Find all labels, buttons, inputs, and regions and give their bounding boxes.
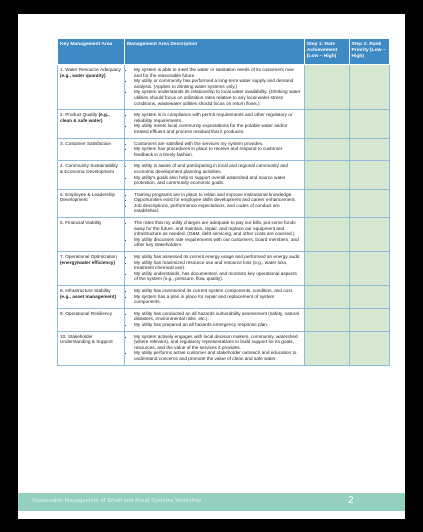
key-management-area-cell [58, 331, 125, 365]
description-bullet: • My system is able to meet the water or sanitation needs of its customers now and for the reasonable future. [134, 67, 302, 78]
header-rank-priority: Step 2: Rank Priority (Low – High) [349, 39, 389, 65]
footer-band [18, 493, 405, 511]
description-bullet: • Job descriptions, performance expectations, and codes of conduct are established. [134, 203, 302, 214]
key-management-area-cell [58, 161, 125, 189]
description-bullet: • My system has a plan in place for repair and replacement of system components. [134, 294, 302, 305]
rate-achievement-cell[interactable] [304, 286, 349, 309]
rate-achievement-cell[interactable] [304, 138, 349, 161]
area-name: 6. Financial Viability [60, 220, 102, 226]
area-name: 10. Stakeholder Understanding & Support [60, 333, 113, 345]
management-area-description-cell [125, 218, 305, 252]
header-key-management-area: Key Management Area [58, 39, 125, 65]
rate-achievement-cell[interactable] [304, 161, 349, 189]
description-list [127, 141, 302, 158]
rank-priority-cell[interactable] [349, 308, 389, 331]
description-bullet: • My utility is aware of and participating in local and regional community and economic development planning activities. [134, 163, 302, 174]
rate-achievement-cell[interactable] [304, 331, 349, 365]
description-bullet: • My utility's goals also help to support overall watershed and source water protection, and community economic goals. [134, 175, 302, 186]
area-name: 5. Employee & Leadership Development [60, 191, 115, 203]
description-list [127, 254, 302, 282]
rate-achievement-cell[interactable] [304, 252, 349, 286]
area-example: (e.g., water quantity) [60, 72, 106, 78]
description-bullet: • Training programs are in place to retain and improve institutional knowledge. [134, 192, 302, 198]
description-list [127, 112, 302, 134]
footer-title: Sustainable Management of Small and Rural Systems Workshop [32, 498, 202, 504]
description-list [127, 220, 302, 248]
description-bullet: • My utility has maximized resource use and resource loss (e.g., water loss, treatment chemical use). [134, 260, 302, 271]
management-areas-table [57, 38, 390, 366]
description-list [127, 334, 302, 362]
area-example: (energy/water efficiency) [60, 259, 115, 265]
table-header-row [58, 39, 390, 65]
key-management-area-cell [58, 65, 125, 110]
document-page [18, 14, 405, 519]
table-row [58, 331, 390, 365]
description-bullet: • My utility has conducted an all hazards vulnerability assessment (safety, natural disasters, environmental risks, etc.). [134, 311, 302, 322]
area-example: (e.g., clean & safe water) [60, 112, 110, 123]
description-list [127, 311, 302, 328]
key-management-area-cell [58, 189, 125, 217]
area-name: 3. Customer Satisfaction [60, 140, 112, 146]
key-management-area-cell [58, 308, 125, 331]
rank-priority-cell[interactable] [349, 161, 389, 189]
area-name: 8. Infrastructure Stability [60, 288, 111, 293]
table-row [58, 286, 390, 309]
management-area-description-cell [125, 252, 305, 286]
area-name: 7. Operational Optimization [60, 254, 117, 260]
page-number: 2 [348, 495, 354, 506]
description-bullet: • My utility has assessed its current energy usage and performed an energy audit. [134, 254, 302, 260]
rank-priority-cell[interactable] [349, 65, 389, 110]
key-management-area-cell [58, 218, 125, 252]
table-row [58, 308, 390, 331]
table-row [58, 252, 390, 286]
description-bullet: • My utility or community has performed a long-term water supply and demand analysis. (Applies to drinking water systems only.) [134, 78, 302, 89]
description-bullet: • My utility performs active customer and stakeholder outreach and education to understand concerns and promote the value of clean and safe water. [134, 350, 302, 361]
rate-achievement-cell[interactable] [304, 308, 349, 331]
description-bullet: • My utility meets local community expectations for the potable water and/or treated effluent and process residual that it produces. [134, 123, 302, 134]
area-example: (e.g., asset management) [60, 293, 117, 299]
key-management-area-cell [58, 110, 125, 138]
management-area-description-cell [125, 331, 305, 365]
key-management-area-cell [58, 138, 125, 161]
table-row [58, 161, 390, 189]
area-name: 1. Water Resource Adequacy [60, 67, 121, 72]
description-bullet: • Opportunities exist for employee skills development and career enhancement. [134, 197, 302, 203]
management-area-description-cell [125, 110, 305, 138]
management-area-description-cell [125, 189, 305, 217]
rate-achievement-cell[interactable] [304, 218, 349, 252]
description-list [127, 163, 302, 185]
description-list [127, 67, 302, 106]
description-bullet: • My utility has prepared an all hazards emergency response plan. [134, 322, 302, 328]
table-row [58, 218, 390, 252]
key-management-area-cell [58, 252, 125, 286]
management-area-description-cell [125, 308, 305, 331]
rank-priority-cell[interactable] [349, 138, 389, 161]
description-bullet: • My system understands its relationship to local water availability. (Drinking water utilities should focus on utilization rates relative to any local water stress conditions, wastewater utilities should focus on return flows.) [134, 89, 302, 106]
header-management-area-description: Management Area Description [125, 39, 305, 65]
table-row [58, 110, 390, 138]
description-bullet: • My system actively engages with local decision makers, community, watershed (where relevant), and regulatory representatives to build support for its goals, resources, and the value of the services it provides. [134, 334, 302, 351]
rank-priority-cell[interactable] [349, 218, 389, 252]
description-list [127, 288, 302, 305]
area-name: 4. Community Sustainability & Economic Development [60, 163, 118, 174]
description-bullet: • My system is in compliance with permit requirements and other regulatory or reliability requirements. [134, 112, 302, 123]
area-name: 2. Product Quality [60, 112, 98, 118]
description-bullet: • My utility discusses rate requirements with our customers, board members, and other key stakeholders. [134, 237, 302, 248]
table-row [58, 65, 390, 110]
rate-achievement-cell[interactable] [304, 65, 349, 110]
description-list [127, 192, 302, 214]
management-area-description-cell [125, 65, 305, 110]
rate-achievement-cell[interactable] [304, 189, 349, 217]
table-row [58, 189, 390, 217]
rank-priority-cell[interactable] [349, 189, 389, 217]
rank-priority-cell[interactable] [349, 110, 389, 138]
key-management-area-cell [58, 286, 125, 309]
rate-achievement-cell[interactable] [304, 110, 349, 138]
management-area-description-cell [125, 138, 305, 161]
description-bullet: • My utility has inventoried its current system components, condition, and cost. [134, 288, 302, 294]
description-bullet: • Customers are satisfied with the services my system provides. [134, 141, 302, 147]
rank-priority-cell[interactable] [349, 252, 389, 286]
management-area-description-cell [125, 161, 305, 189]
description-bullet: • The rates that my utility charges are adequate to pay our bills, put some funds away for the future, and maintain, repair, and replace our equipment and infrastructure as needed. (O&M, debt servicing, and other costs are covered.) [134, 220, 302, 237]
header-rate-achievement: Step 1: Rate Achievement (Low – High) [304, 39, 349, 65]
rank-priority-cell[interactable] [349, 331, 389, 365]
table-body [58, 65, 390, 366]
description-bullet: • My system has procedures in place to receive and respond to customer feedback in a timely fashion. [134, 146, 302, 157]
rank-priority-cell[interactable] [349, 286, 389, 309]
description-bullet: • My utility understands, has documented, and monitors key operational aspects of the system (e.g., pressure, flow, quality). [134, 271, 302, 282]
management-area-description-cell [125, 286, 305, 309]
area-name: 9. Operational Resiliency [60, 310, 113, 316]
table-row [58, 138, 390, 161]
